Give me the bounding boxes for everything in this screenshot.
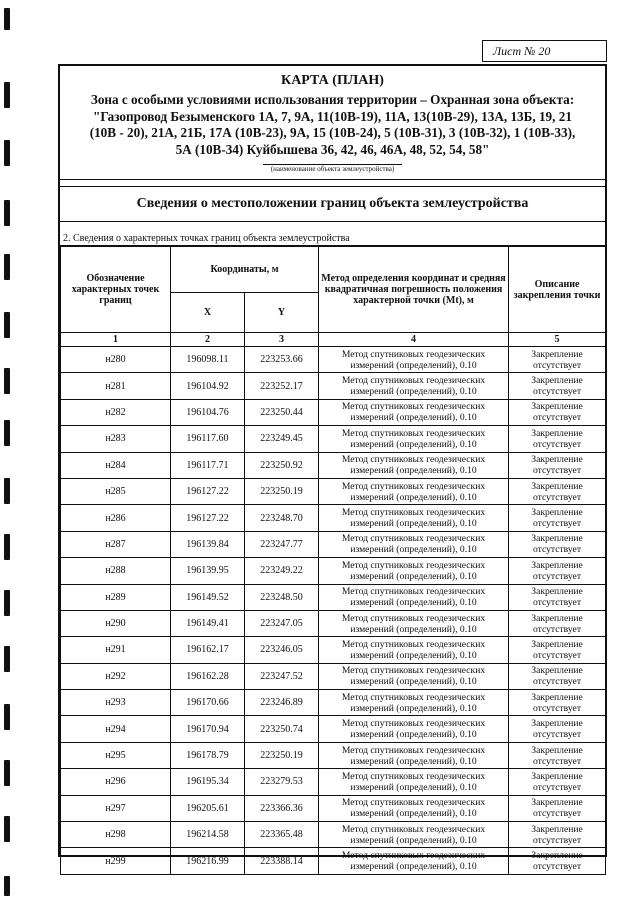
coordinate-y: 223249.22 (245, 558, 319, 584)
header-designation: Обозначение характерных точек границ (61, 247, 171, 333)
method-cell (319, 505, 509, 531)
sheet-number-label: Лист № 20 (493, 43, 551, 58)
description-cell (509, 610, 606, 636)
method-text: Метод спутниковых геодезических (341, 507, 486, 519)
zone-line: "Газопровод Безыменского 1А, 7, 9А, 11(10В-19), 11А, 13(10В-29), 13А, 13Б, 19, 21 (93, 108, 572, 124)
coordinate-y: 223388.14 (245, 848, 319, 874)
description-text: отсутствует (533, 570, 582, 582)
coordinate-x: 196216.99 (171, 848, 245, 874)
table-row (61, 347, 606, 373)
description-text: отсутствует (533, 808, 582, 820)
description-cell (509, 531, 606, 557)
table-row (61, 610, 606, 636)
map-title: КАРТА (ПЛАН) (281, 73, 384, 88)
method-cell (319, 716, 509, 742)
coordinate-y: 223252.17 (245, 373, 319, 399)
method-text: измерений (определений), 0.10 (350, 755, 477, 767)
description-text: отсутствует (533, 438, 582, 450)
description-cell (509, 822, 606, 848)
description-text: отсутствует (533, 676, 582, 688)
header-coordinates: Координаты, м (171, 247, 319, 293)
coordinate-x: 196127.22 (171, 478, 245, 504)
description-cell (509, 452, 606, 478)
point-designation: н281 (61, 373, 171, 399)
method-text: Метод спутниковых геодезических (341, 533, 486, 545)
description-text: отсутствует (533, 702, 582, 714)
method-cell (319, 426, 509, 452)
description-text: Закрепление (531, 533, 583, 545)
coordinate-y: 223250.74 (245, 716, 319, 742)
description-text: отсутствует (533, 544, 582, 556)
point-designation: н297 (61, 795, 171, 821)
method-cell (319, 769, 509, 795)
method-text: Метод спутниковых геодезических (341, 823, 486, 835)
table-row (61, 373, 606, 399)
method-text: измерений (определений), 0.10 (350, 570, 477, 582)
document-frame (58, 64, 607, 873)
method-text: Метод спутниковых геодезических (341, 559, 486, 571)
column-number: 3 (245, 333, 319, 347)
method-text: Метод спутниковых геодезических (341, 375, 486, 387)
method-text: измерений (определений), 0.10 (350, 465, 477, 477)
table-row (61, 769, 606, 795)
binder-mark (4, 254, 10, 280)
binder-mark (4, 534, 10, 560)
method-cell (319, 742, 509, 768)
column-number: 4 (319, 333, 509, 347)
point-designation: н293 (61, 690, 171, 716)
method-text: измерений (определений), 0.10 (350, 386, 477, 398)
point-designation: н298 (61, 822, 171, 848)
point-designation: н280 (61, 347, 171, 373)
binder-mark (4, 760, 10, 786)
method-text: Метод спутниковых геодезических (341, 638, 486, 650)
method-text: Метод спутниковых геодезических (341, 348, 486, 360)
table-row (61, 558, 606, 584)
description-cell (509, 373, 606, 399)
table-row (61, 452, 606, 478)
method-cell (319, 637, 509, 663)
points-table (60, 246, 606, 875)
coordinate-y: 223250.19 (245, 742, 319, 768)
point-designation: н283 (61, 426, 171, 452)
method-text: Метод спутниковых геодезических (341, 612, 486, 624)
coordinate-x: 196139.95 (171, 558, 245, 584)
point-designation: н299 (61, 848, 171, 874)
coordinate-x: 196170.94 (171, 716, 245, 742)
method-text: Метод спутниковых геодезических (341, 718, 486, 730)
method-cell (319, 558, 509, 584)
description-cell (509, 426, 606, 452)
coordinate-y: 223247.77 (245, 531, 319, 557)
method-text: Метод спутниковых геодезических (341, 797, 486, 809)
description-text: Закрепление (531, 586, 583, 598)
object-name-caption: (наименование объекта землеустройства) (263, 164, 402, 173)
method-text: измерений (определений), 0.10 (350, 623, 477, 635)
coordinate-x: 196205.61 (171, 795, 245, 821)
header-method: Метод определения координат и средняя квадратичная погрешность положения характерной точки (Mt), м (319, 247, 509, 333)
method-cell (319, 399, 509, 425)
point-designation: н287 (61, 531, 171, 557)
point-designation: н295 (61, 742, 171, 768)
method-text: Метод спутниковых геодезических (341, 744, 486, 756)
method-text: измерений (определений), 0.10 (350, 834, 477, 846)
description-text: Закрепление (531, 401, 583, 413)
column-number: 5 (509, 333, 606, 347)
method-text: измерений (определений), 0.10 (350, 702, 477, 714)
method-cell (319, 373, 509, 399)
description-text: Закрепление (531, 823, 583, 835)
coordinate-x: 196162.28 (171, 663, 245, 689)
point-designation: н285 (61, 478, 171, 504)
description-text: Закрепление (531, 348, 583, 360)
coordinate-y: 223247.05 (245, 610, 319, 636)
title-block (60, 66, 605, 180)
method-text: Метод спутниковых геодезических (341, 665, 486, 677)
description-cell (509, 637, 606, 663)
coordinate-y: 223250.92 (245, 452, 319, 478)
binder-mark (4, 200, 10, 226)
table-row (61, 663, 606, 689)
binder-mark (4, 816, 10, 842)
point-designation: н282 (61, 399, 171, 425)
description-text: отсутствует (533, 412, 582, 424)
table-row (61, 822, 606, 848)
coordinate-y: 223248.70 (245, 505, 319, 531)
description-text: Закрепление (531, 375, 583, 387)
description-cell (509, 848, 606, 874)
binder-mark (4, 478, 10, 504)
method-text: измерений (определений), 0.10 (350, 649, 477, 661)
description-text: отсутствует (533, 465, 582, 477)
description-text: отсутствует (533, 729, 582, 741)
table-body (61, 347, 606, 875)
coordinate-x: 196149.41 (171, 610, 245, 636)
zone-line: 5А (10В-34) Куйбышева 36, 42, 46, 46А, 48, 52, 54, 58" (175, 141, 490, 157)
method-text: измерений (определений), 0.10 (350, 491, 477, 503)
point-designation: н286 (61, 505, 171, 531)
description-cell (509, 558, 606, 584)
description-cell (509, 505, 606, 531)
description-text: отсутствует (533, 649, 582, 661)
coordinate-y: 223248.50 (245, 584, 319, 610)
method-text: измерений (определений), 0.10 (350, 781, 477, 793)
coordinate-y: 223250.44 (245, 399, 319, 425)
method-text: измерений (определений), 0.10 (350, 518, 477, 530)
point-designation: н292 (61, 663, 171, 689)
description-cell (509, 742, 606, 768)
coordinate-y: 223366.36 (245, 795, 319, 821)
description-cell (509, 690, 606, 716)
coordinate-y: 223246.89 (245, 690, 319, 716)
coordinate-x: 196195.34 (171, 769, 245, 795)
coordinate-y: 223249.45 (245, 426, 319, 452)
description-text: Закрепление (531, 718, 583, 730)
method-text: измерений (определений), 0.10 (350, 544, 477, 556)
method-text: измерений (определений), 0.10 (350, 597, 477, 609)
method-cell (319, 584, 509, 610)
method-text: измерений (определений), 0.10 (350, 808, 477, 820)
description-text: отсутствует (533, 386, 582, 398)
method-text: измерений (определений), 0.10 (350, 676, 477, 688)
method-cell (319, 663, 509, 689)
description-text: отсутствует (533, 781, 582, 793)
table-row (61, 637, 606, 663)
method-cell (319, 822, 509, 848)
coordinate-y: 223246.05 (245, 637, 319, 663)
description-text: Закрепление (531, 797, 583, 809)
description-text: отсутствует (533, 597, 582, 609)
coordinate-x: 196117.60 (171, 426, 245, 452)
method-cell (319, 610, 509, 636)
method-text: Метод спутниковых геодезических (341, 586, 486, 598)
table-row (61, 716, 606, 742)
binder-mark (4, 704, 10, 730)
method-cell (319, 478, 509, 504)
coordinate-x: 196117.71 (171, 452, 245, 478)
coordinate-y: 223279.53 (245, 769, 319, 795)
header-description: Описание закрепления точки (509, 247, 606, 333)
description-text: отсутствует (533, 755, 582, 767)
method-cell (319, 690, 509, 716)
zone-line: (10В - 20), 21А, 21Б, 17А (10В-23), 9А, 15 (10В-24), 5 (10В-31), 3 (10В-32), 1 (10В-33), (89, 125, 576, 140)
method-cell (319, 531, 509, 557)
description-cell (509, 399, 606, 425)
description-text: Закрепление (531, 427, 583, 439)
point-designation: н296 (61, 769, 171, 795)
method-text: Метод спутниковых геодезических (341, 480, 486, 492)
method-cell (319, 795, 509, 821)
description-text: Закрепление (531, 638, 583, 650)
description-text: отсутствует (533, 861, 582, 873)
method-text: измерений (определений), 0.10 (350, 861, 477, 873)
coordinate-x: 196104.92 (171, 373, 245, 399)
description-text: Закрепление (531, 507, 583, 519)
description-text: Закрепление (531, 454, 583, 466)
coordinate-x: 196149.52 (171, 584, 245, 610)
description-cell (509, 584, 606, 610)
description-cell (509, 663, 606, 689)
description-text: Закрепление (531, 770, 583, 782)
header-y: Y (245, 293, 319, 333)
method-text: Метод спутниковых геодезических (341, 691, 486, 703)
header-x: X (171, 293, 245, 333)
description-text: Закрепление (531, 480, 583, 492)
method-text: измерений (определений), 0.10 (350, 412, 477, 424)
table-row (61, 795, 606, 821)
method-text: Метод спутниковых геодезических (341, 770, 486, 782)
binder-mark (4, 646, 10, 672)
description-text: Закрепление (531, 559, 583, 571)
binder-mark (4, 368, 10, 394)
coordinate-x: 196139.84 (171, 531, 245, 557)
point-designation: н291 (61, 637, 171, 663)
method-text: измерений (определений), 0.10 (350, 438, 477, 450)
description-cell (509, 716, 606, 742)
description-text: Закрепление (531, 691, 583, 703)
description-text: Закрепление (531, 850, 583, 862)
point-designation: н290 (61, 610, 171, 636)
description-text: отсутствует (533, 359, 582, 371)
description-text: отсутствует (533, 623, 582, 635)
method-text: Метод спутниковых геодезических (341, 454, 486, 466)
coordinate-y: 223247.52 (245, 663, 319, 689)
coordinate-x: 196127.22 (171, 505, 245, 531)
point-designation: н288 (61, 558, 171, 584)
coordinate-x: 196170.66 (171, 690, 245, 716)
binder-mark (4, 140, 10, 166)
method-text: Метод спутниковых геодезических (341, 850, 486, 862)
table-row (61, 584, 606, 610)
point-designation: н294 (61, 716, 171, 742)
description-cell (509, 478, 606, 504)
table-row (61, 531, 606, 557)
subsection-title: 2. Сведения о характерных точках границ объекта землеустройства (60, 228, 605, 246)
method-cell (319, 347, 509, 373)
table-row (61, 742, 606, 768)
description-text: отсутствует (533, 834, 582, 846)
table-row (61, 426, 606, 452)
description-text: Закрепление (531, 665, 583, 677)
method-text: Метод спутниковых геодезических (341, 401, 486, 413)
coordinate-y: 223365.48 (245, 822, 319, 848)
zone-description (60, 92, 605, 158)
coordinate-x: 196098.11 (171, 347, 245, 373)
coordinate-y: 223250.19 (245, 478, 319, 504)
binder-mark (4, 8, 10, 30)
point-designation: н284 (61, 452, 171, 478)
description-text: отсутствует (533, 518, 582, 530)
binder-mark (4, 420, 10, 446)
binder-mark (4, 876, 10, 896)
description-text: Закрепление (531, 744, 583, 756)
table-row (61, 848, 606, 874)
zone-line: Зона с особыми условиями использования территории – Охранная зона объекта: (90, 92, 575, 107)
method-cell (319, 452, 509, 478)
method-text: измерений (определений), 0.10 (350, 729, 477, 741)
coordinate-x: 196178.79 (171, 742, 245, 768)
description-text: отсутствует (533, 491, 582, 503)
coordinate-x: 196162.17 (171, 637, 245, 663)
method-text: Метод спутниковых геодезических (341, 427, 486, 439)
table-row (61, 399, 606, 425)
description-cell (509, 795, 606, 821)
description-cell (509, 347, 606, 373)
method-cell (319, 848, 509, 874)
description-cell (509, 769, 606, 795)
table-row (61, 478, 606, 504)
column-number: 2 (171, 333, 245, 347)
column-number: 1 (61, 333, 171, 347)
table-row (61, 690, 606, 716)
section-title: Сведения о местоположении границ объекта землеустройства (60, 186, 605, 222)
binder-mark (4, 312, 10, 338)
coordinate-y: 223253.66 (245, 347, 319, 373)
coordinate-x: 196214.58 (171, 822, 245, 848)
description-text: Закрепление (531, 612, 583, 624)
coordinate-x: 196104.76 (171, 399, 245, 425)
binder-mark (4, 590, 10, 616)
point-designation: н289 (61, 584, 171, 610)
sheet-number (482, 40, 607, 62)
binder-mark (4, 82, 10, 108)
method-text: измерений (определений), 0.10 (350, 359, 477, 371)
table-row (61, 505, 606, 531)
